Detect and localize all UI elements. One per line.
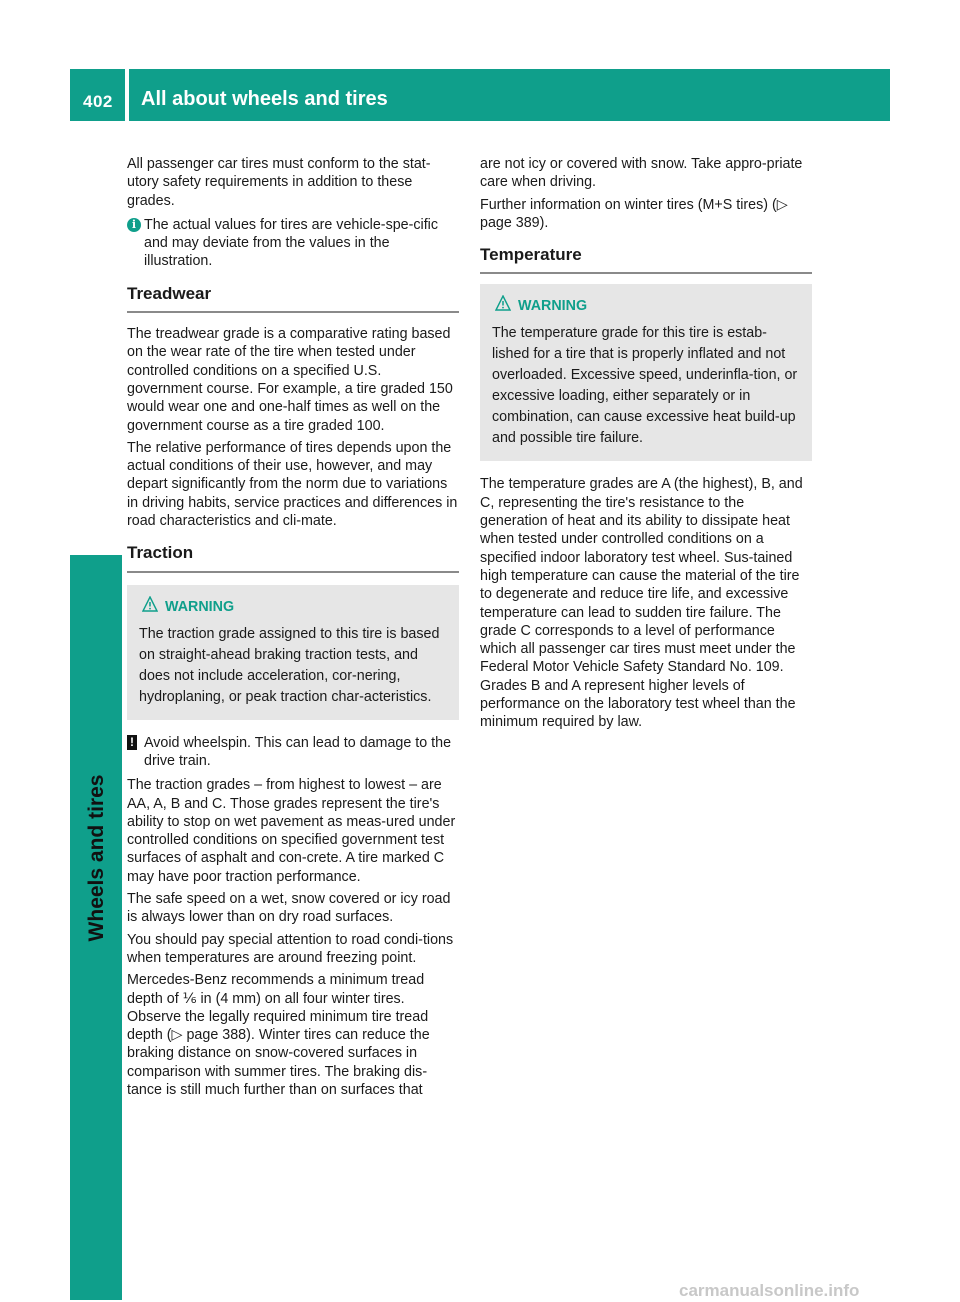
treadwear-heading: Treadwear <box>127 285 459 313</box>
traction-warning-text: The traction grade assigned to this tire is based on straight-ahead braking traction tests, and does not include acceleration, cor-nering, hydroplaning, or peak traction char-acteristics. <box>139 625 440 705</box>
page-title: All about wheels and tires <box>141 88 388 110</box>
intro-paragraph: All passenger car tires must conform to the stat-utory safety requirements in addition to these grades. <box>127 156 431 209</box>
traction-heading: Traction <box>127 544 459 572</box>
footer-watermark: carmanualsonline.info <box>679 1281 860 1300</box>
traction-paragraph-3: You should pay special attention to road condi-tions when temperatures are around freezing point. <box>127 931 454 966</box>
temperature-heading: Temperature <box>480 246 812 274</box>
page-number: 402 <box>83 92 113 111</box>
page-header <box>70 69 890 121</box>
side-tab-label: Wheels and tires <box>85 774 108 942</box>
treadwear-paragraph-1: The treadwear grade is a comparative rating based on the wear rate of the tire when tested under controlled conditions on a specified U.S. government course. For example, a tire graded 150 would wear one and one-half times as well on the government course as a tire graded 100. <box>127 326 453 434</box>
caution-text: Avoid wheelspin. This can lead to damage to the drive train. <box>144 734 452 769</box>
warning-triangle-icon <box>142 596 158 612</box>
temperature-warning-box <box>480 284 812 461</box>
traction-paragraph-1: The traction grades – from highest to lowest – are AA, A, B and C. Those grades represent the tire's ability to stop on wet pavement as meas-ured under controlled conditions on specified government test surfaces of asphalt and con-crete. A tire marked C may have poor traction performance. <box>127 777 456 885</box>
temperature-warning-text: The temperature grade for this tire is estab-lished for a tire that is properly inflated and not overloaded. Excessive speed, underinfla-tion, or excessive loading, either separately or in combination, can cause excessive heat build-up and possible tire failure. <box>492 325 798 447</box>
info-icon: i <box>127 218 141 232</box>
traction-paragraph-4: Mercedes-Benz recommends a minimum tread depth of ⅙ in (4 mm) on all four winter tires. Observe the legally required minimum tire tread depth (▷ page 388). Winter tires can reduce the braking distance on snow-covered surfaces in comparison with summer tires. The braking dis-tance is still much further than on surfaces that <box>127 972 430 1098</box>
right-column <box>480 155 812 736</box>
treadwear-paragraph-2: The relative performance of tires depends upon the actual conditions of their use, however, and may depart significantly from the norm due to variations in driving habits, service practices and differences in road characteristics and cli-mate. <box>127 439 458 530</box>
left-column <box>127 155 459 1103</box>
continued-paragraph-1: are not icy or covered with snow. Take appro-priate care when driving. <box>480 156 803 191</box>
traction-paragraph-2: The safe speed on a wet, snow covered or icy road is always lower than on dry road surfaces. <box>127 891 451 926</box>
header-divider <box>125 69 129 121</box>
caution-note <box>127 734 459 771</box>
info-note-text: The actual values for tires are vehicle-spe-cific and may deviate from the values in the illustration. <box>144 216 439 270</box>
traction-warning-box <box>127 585 459 720</box>
warning-label: WARNING <box>518 298 588 315</box>
caution-icon: ! <box>127 735 137 750</box>
temperature-paragraph-1: The temperature grades are A (the highest), B, and C, representing the tire's resistance to the generation of heat and its ability to dissipate heat when tested under controlled conditions on a specified indoor laboratory test wheel. Sus-tained high temperature can cause the material of the tire to degenerate and reduce tire life, and excessive temperature can lead to sudden tire failure. The grade C corresponds to a level of performance which all passenger car tires must meet under the Federal Motor Vehicle Safety Standard No. 109. Grades B and A represent higher levels of performance on the laboratory test wheel than the minimum required by law. <box>480 476 803 731</box>
warning-label: WARNING <box>165 598 235 615</box>
continued-paragraph-2: Further information on winter tires (M+S tires) (▷ page 389). <box>480 196 788 231</box>
info-note <box>127 216 459 271</box>
warning-triangle-icon <box>495 295 511 311</box>
